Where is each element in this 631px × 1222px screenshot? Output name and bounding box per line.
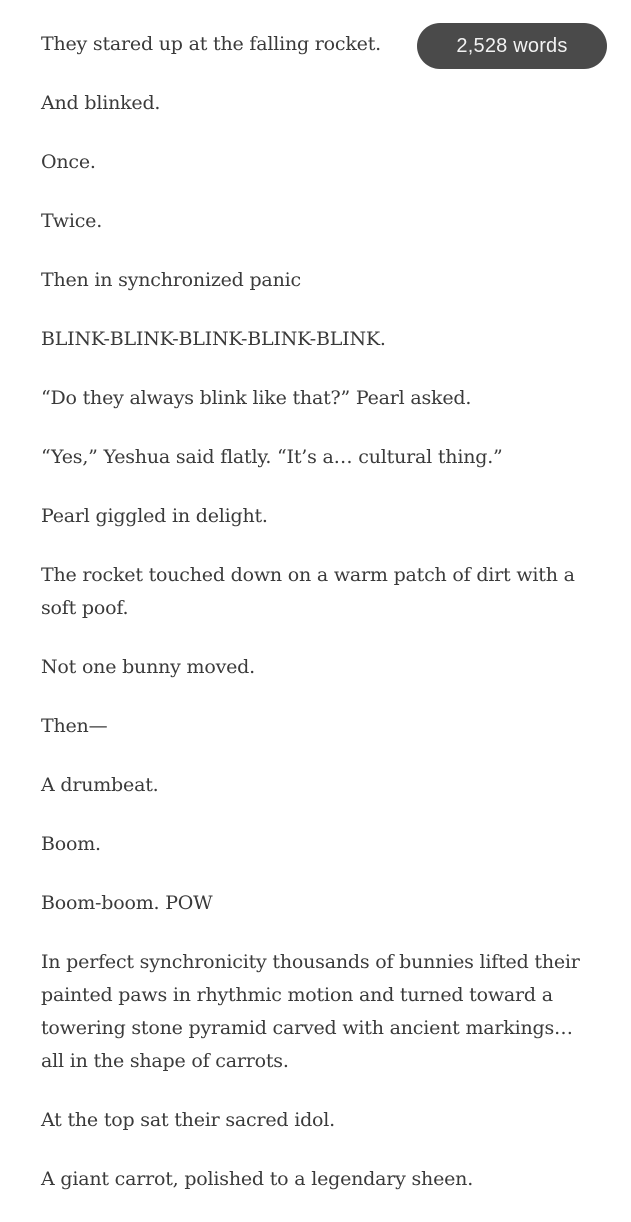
story-paragraph: “Do they always blink like that?” Pearl asked. — [41, 387, 472, 409]
story-paragraph: BLINK-BLINK-BLINK-BLINK-BLINK. — [41, 328, 386, 350]
story-paragraph: In perfect synchronicity thousands of bunnies lifted their painted paws in rhythmic motion and turned toward a towering stone pyramid carved with ancient markings… all in the shape of carrots. — [41, 951, 580, 1072]
story-paragraph: Then in synchronized panic — [41, 269, 301, 291]
story-paragraph: They stared up at the falling rocket. — [41, 33, 381, 55]
story-paragraph: A drumbeat. — [41, 774, 159, 796]
story-paragraph: Boom-boom. POW — [41, 892, 213, 914]
story-paragraph: At the top sat their sacred idol. — [41, 1109, 336, 1131]
story-paragraph: The rocket touched down on a warm patch of dirt with a soft poof. — [41, 564, 575, 619]
story-paragraph: Boom. — [41, 833, 101, 855]
story-paragraph: Pearl giggled in delight. — [41, 505, 268, 527]
story-text — [41, 28, 601, 1222]
story-paragraph: Then— — [41, 715, 108, 737]
word-count-badge[interactable]: 2,528 words — [417, 23, 607, 69]
story-paragraph: Twice. — [41, 210, 103, 232]
story-paragraph: Once. — [41, 151, 96, 173]
story-paragraph: A giant carrot, polished to a legendary sheen. — [41, 1168, 474, 1190]
story-paragraph: “Yes,” Yeshua said flatly. “It’s a… cultural thing.” — [41, 446, 503, 468]
story-paragraph: And blinked. — [41, 92, 161, 114]
story-paragraph: Not one bunny moved. — [41, 656, 255, 678]
